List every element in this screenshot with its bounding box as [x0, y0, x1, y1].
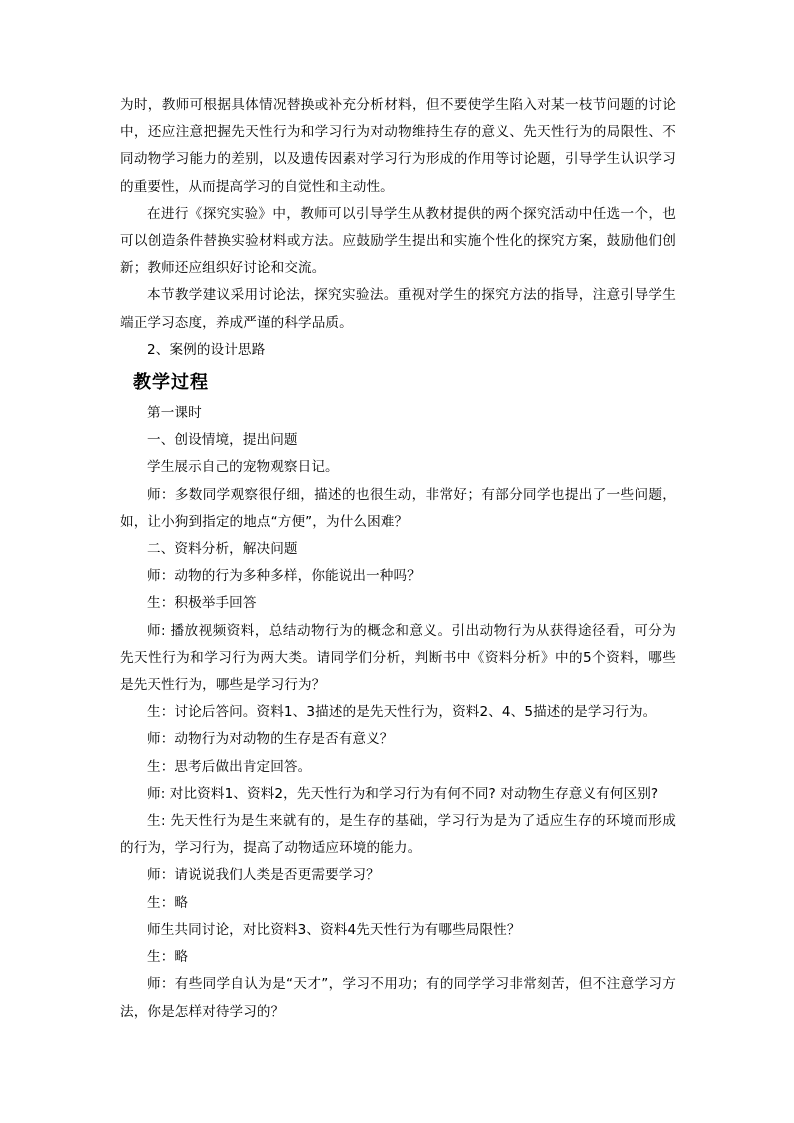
- paragraph-lesson-13: 生: 先天性行为是生来就有的，是生存的基础，学习行为是为了适应生存的环境而形成的行为，学习行为，提高了动物适应环境的能力。: [120, 813, 676, 857]
- paragraph-continuation: 为时，教师可根据具体情况替换或补充分析材料，但不要使学生陷入对某一枝节问题的讨论中，还应注意把握先天性行为和学习行为对动物维持生存的意义、先天性行为的局限性、不同动物学习能力的差别，以及遗传因素对学习行为形成的作用等讨论题，引导学生认识学习的重要性，从而提高学习的自觉性和主动性。: [120, 97, 676, 195]
- paragraph-lesson-5: 二、资料分析，解决问题: [147, 541, 298, 558]
- paragraph-lesson-11: 生：思考后做出肯定回答。: [147, 758, 312, 775]
- paragraph-lesson-15: 生：略: [147, 894, 189, 911]
- paragraph-lesson-14: 师：请说说我们人类是否更需要学习？: [147, 867, 380, 884]
- paragraph-lesson-9: 生：讨论后答问。资料1、3描述的是先天性行为，资料2、4、5描述的是学习行为。: [147, 704, 657, 721]
- paragraph-lesson-12: 师: 对比资料1、资料2，先天性行为和学习行为有何不同? 对动物生存意义有何区别?: [147, 785, 659, 802]
- paragraph-lesson-17: 生：略: [147, 949, 189, 966]
- paragraph-lesson-16: 师生共同讨论，对比资料3、资料4先天性行为有哪些局限性？: [147, 921, 521, 938]
- paragraph-teaching-method: 本节教学建议采用讨论法，探究实验法。重视对学生的探究方法的指导，注意引导学生端正学习态度，养成严谨的科学品质。: [120, 287, 676, 331]
- paragraph-lesson-3: 学生展示自己的宠物观察日记。: [147, 459, 339, 476]
- paragraph-lesson-7: 生：积极举手回答: [147, 595, 257, 612]
- paragraph-lesson-1: 第一课时: [147, 405, 202, 422]
- paragraph-lesson-2: 一、创设情境，提出问题: [147, 432, 298, 449]
- section-heading: 教学过程: [133, 372, 209, 394]
- paragraph-lesson-10: 师：动物行为对动物的生存是否有意义？: [147, 731, 394, 748]
- paragraph-lesson-8: 师: 播放视频资料，总结动物行为的概念和意义。引出动物行为从获得途径看，可分为先天性行为和学习行为两大类。请同学们分析，判断书中《资料分析》中的5个资料，哪些是先天性行为，哪些是学习行为？: [120, 622, 676, 694]
- document-body: [120, 92, 676, 1026]
- paragraph-design-idea: 2、案例的设计思路: [147, 341, 266, 358]
- paragraph-lesson-18: 师：有些同学自认为是“天才”，学习不用功；有的同学学习非常刻苦，但不注意学习方法，你是怎样对待学习的？: [120, 976, 676, 1020]
- paragraph-explore-experiment: 在进行《探究实验》中，教师可以引导学生从教材提供的两个探究活动中任选一个，也可以创造条件替换实验材料或方法。应鼓励学生提出和实施个性化的探究方案，鼓励他们创新；教师还应组织好讨论和交流。: [120, 205, 676, 277]
- paragraph-lesson-6: 师：动物的行为多种多样，你能说出一种吗？: [147, 568, 421, 585]
- paragraph-lesson-4: 师：多数同学观察很仔细，描述的也很生动，非常好；有部分同学也提出了一些问题，如，让小狗到指定的地点“方便”，为什么困难？: [120, 486, 676, 530]
